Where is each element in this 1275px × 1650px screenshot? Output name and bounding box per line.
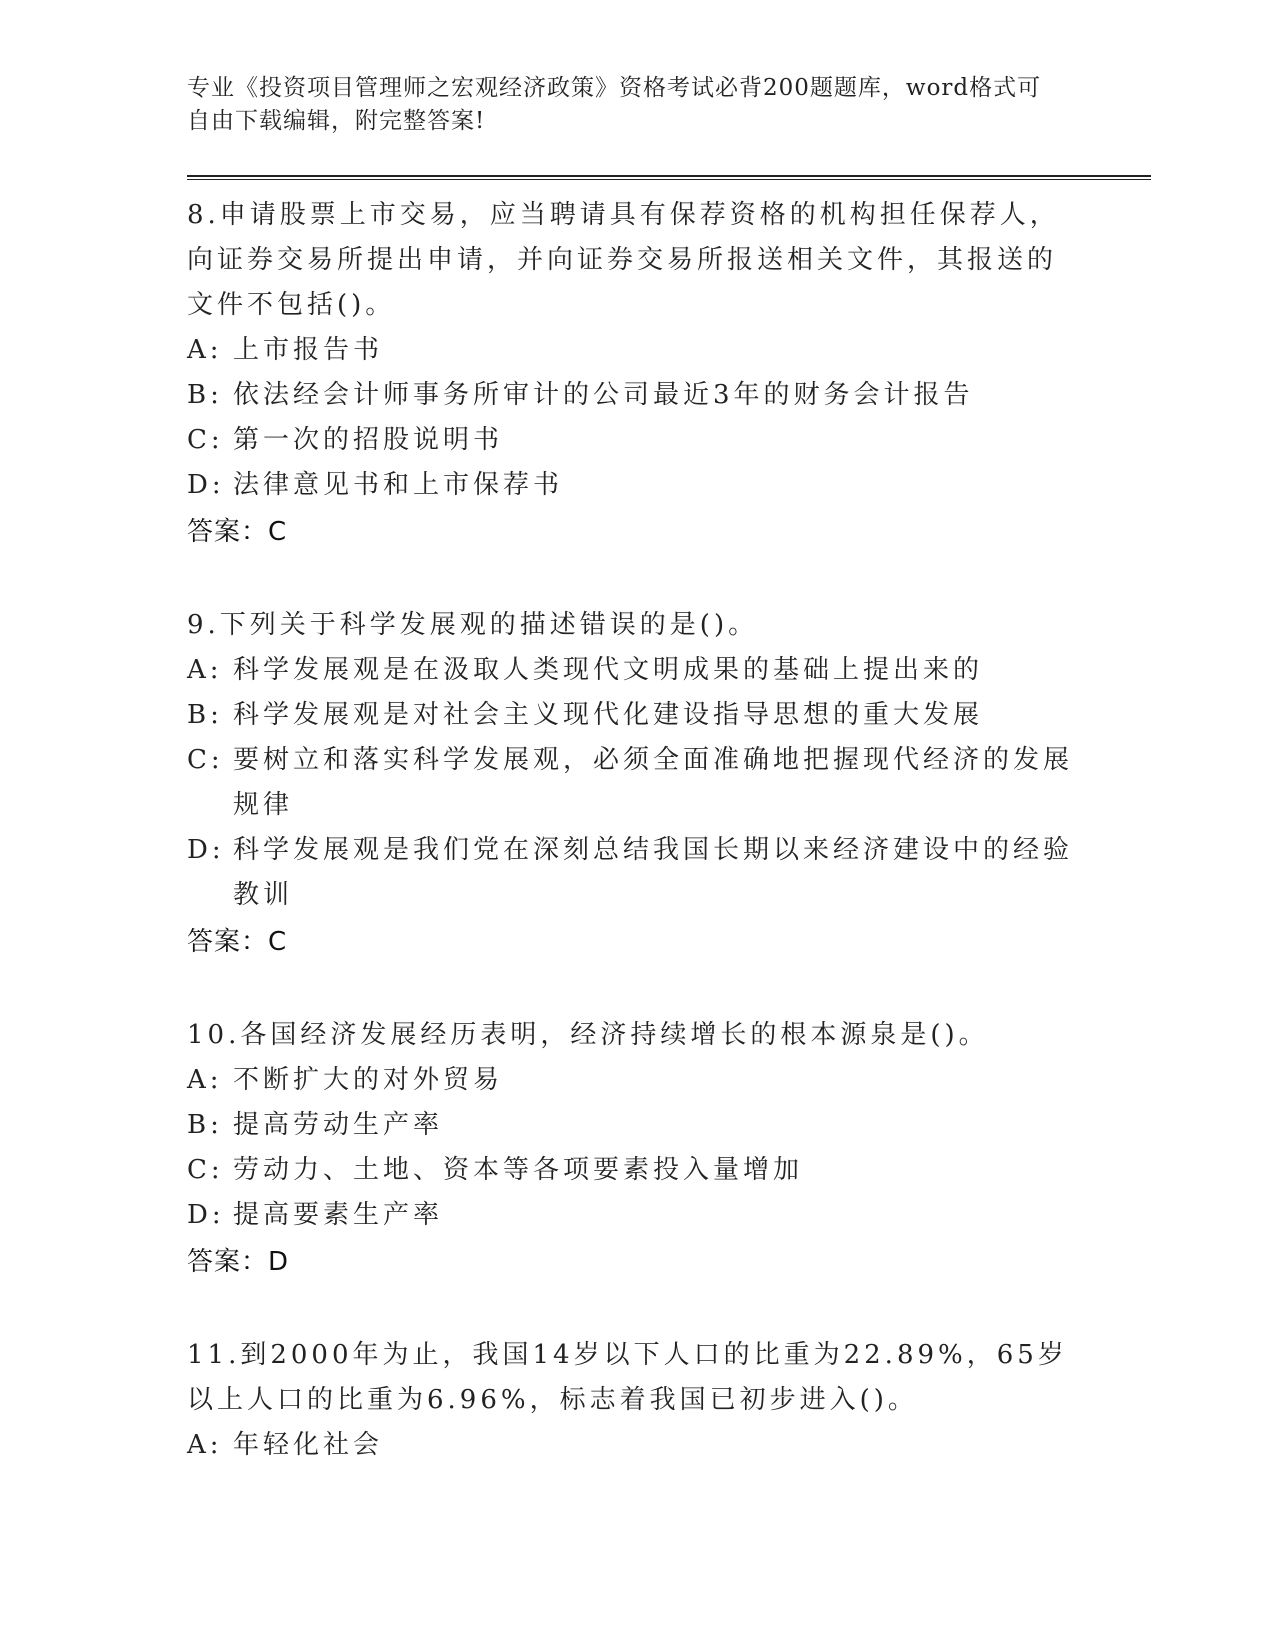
option-letter: C: (187, 745, 224, 775)
option-text: 不断扩大的对外贸易 (233, 1065, 504, 1095)
option-text: 科学发展观是对社会主义现代化建设指导思想的重大发展 (233, 700, 984, 730)
question-9 (187, 603, 1077, 966)
option-text: 依法经会计师事务所审计的公司最近3年的财务会计报告 (233, 380, 974, 410)
option-letter: A: (187, 1065, 223, 1095)
question-stem: 8.申请股票上市交易，应当聘请具有保荐资格的机构担任保荐人，向证券交易所提出申请，并向证券交易所报送相关文件，其报送的文件不包括()。 (187, 200, 1060, 320)
option-text: 上市报告书 (233, 335, 384, 365)
option-text: 提高要素生产率 (233, 1200, 444, 1230)
question-10 (187, 1013, 1077, 1286)
option-b (187, 373, 1077, 418)
header-divider (187, 175, 1151, 180)
header-line-1: 专业《投资项目管理师之宏观经济政策》资格考试必背200题题库，word格式可 (187, 75, 1042, 101)
option-letter: C: (187, 1155, 224, 1185)
option-letter: B: (187, 700, 223, 730)
option-text: 科学发展观是我们党在深刻总结我国长期以来经济建设中的经验教训 (233, 835, 1074, 910)
option-letter: A: (187, 655, 223, 685)
question-8 (187, 193, 1077, 556)
answer-line: 答案：C (187, 517, 288, 547)
option-b (187, 693, 1077, 738)
option-letter: B: (187, 1110, 223, 1140)
option-a (187, 1058, 1077, 1103)
option-letter: B: (187, 380, 223, 410)
option-text: 年轻化社会 (233, 1430, 384, 1460)
header-line-2: 自由下载编辑，附完整答案! (187, 108, 486, 134)
document-header (187, 72, 1067, 138)
option-letter: D: (187, 470, 225, 500)
option-text: 法律意见书和上市保荐书 (233, 470, 564, 500)
option-a (187, 1423, 1077, 1468)
option-text: 提高劳动生产率 (233, 1110, 444, 1140)
option-letter: D: (187, 1200, 225, 1230)
option-a (187, 328, 1077, 373)
option-letter: A: (187, 1430, 223, 1460)
answer-line: 答案：C (187, 927, 288, 957)
question-list (187, 193, 1077, 1515)
option-d (187, 828, 1077, 918)
option-letter: A: (187, 335, 223, 365)
option-text: 要树立和落实科学发展观，必须全面准确地把握现代经济的发展规律 (233, 745, 1074, 820)
answer-line: 答案：D (187, 1247, 290, 1277)
option-d (187, 1193, 1077, 1238)
option-text: 科学发展观是在汲取人类现代文明成果的基础上提出来的 (233, 655, 984, 685)
question-stem: 10.各国经济发展经历表明，经济持续增长的根本源泉是()。 (187, 1020, 989, 1050)
option-c (187, 1148, 1077, 1193)
option-c (187, 738, 1077, 828)
question-stem: 11.到2000年为止，我国14岁以下人口的比重为22.89%，65岁以上人口的比重为6.96%，标志着我国已初步进入()。 (187, 1340, 1068, 1415)
question-11 (187, 1333, 1077, 1468)
option-letter: D: (187, 835, 225, 865)
option-d (187, 463, 1077, 508)
option-a (187, 648, 1077, 693)
option-text: 第一次的招股说明书 (233, 425, 504, 455)
option-letter: C: (187, 425, 224, 455)
option-text: 劳动力、土地、资本等各项要素投入量增加 (233, 1155, 804, 1185)
option-b (187, 1103, 1077, 1148)
question-stem: 9.下列关于科学发展观的描述错误的是()。 (187, 610, 759, 640)
option-c (187, 418, 1077, 463)
